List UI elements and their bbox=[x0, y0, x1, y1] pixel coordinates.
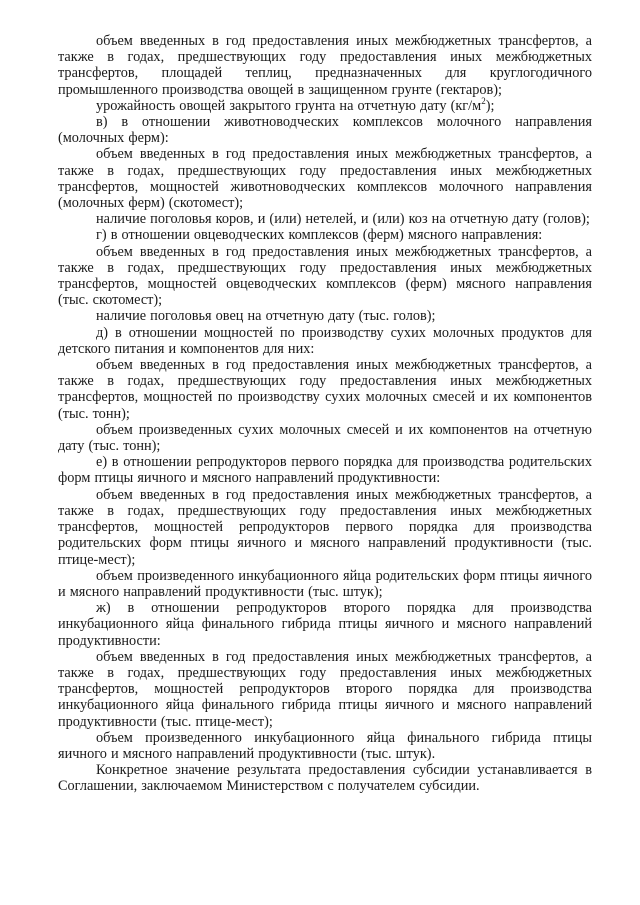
paragraph-dry-milk-output: объем произведенных сухих молочных смесей и их компонентов на отчетную дату (тыс. тонн); bbox=[58, 421, 592, 455]
superscript-squared: 2 bbox=[481, 96, 486, 107]
paragraph-result-value: Конкретное значение результата предоставления субсидии устанавливается в Соглашении, заключаемом Министерством с получателем субсидии. bbox=[58, 762, 592, 795]
paragraph-vegetable-yield bbox=[58, 98, 592, 114]
paragraph-dairy-volume: объем введенных в год предоставления иных межбюджетных трансфертов, а также в годах, предшествующих году предоставления иных межбюджетных трансфертов, мощностей животноводческих комплексов молочного направления (молочных ферм) (скотомест); bbox=[58, 146, 592, 212]
paragraph-second-order-eggs: объем произведенного инкубационного яйца финального гибрида птицы яичного и мясного направлений продуктивности (тыс. штук). bbox=[58, 729, 592, 762]
yield-text: урожайность овощей закрытого грунта на отчетную дату (кг/м bbox=[96, 97, 482, 114]
paragraph-dry-milk-heading: д) в отношении мощностей по производству сухих молочных продуктов для детского питания и компонентов для них: bbox=[58, 324, 592, 357]
paragraph-cattle-count: наличие поголовья коров, и (или) нетелей, и (или) коз на отчетную дату (голов); bbox=[96, 211, 590, 228]
paragraph-sheep-volume: объем введенных в год предоставления иных межбюджетных трансфертов, а также в годах, предшествующих году предоставления иных межбюджетных трансфертов, мощностей овцеводческих комплексов (ферм) мясного направления (тыс. скотомест); bbox=[58, 243, 592, 309]
paragraph-greenhouse-volume: объем введенных в год предоставления иных межбюджетных трансфертов, а также в годах, предшествующих году предоставления иных межбюджетных трансфертов, площадей теплиц, предназначенных для круглогодичного промышленного производства овощей в защищенном грунте (гектаров); bbox=[58, 33, 592, 98]
paragraph-sheep-count: наличие поголовья овец на отчетную дату (тыс. голов); bbox=[96, 308, 436, 325]
paragraph-first-order-eggs: объем произведенного инкубационного яйца родительских форм птицы яичного и мясного направлений продуктивности (тыс. штук); bbox=[58, 567, 592, 600]
paragraph-sheep-heading: г) в отношении овцеводческих комплексов (ферм) мясного направления: bbox=[96, 227, 543, 244]
paragraph-first-order-heading: е) в отношении репродукторов первого порядка для производства родительских форм птицы яичного и мясного направлений продуктивности: bbox=[58, 454, 592, 487]
yield-suffix: ); bbox=[485, 97, 495, 114]
paragraph-second-order-volume: объем введенных в год предоставления иных межбюджетных трансфертов, а также в годах, предшествующих году предоставления иных межбюджетных трансфертов, мощностей репродукторов второго порядка для производства инкубационного яйца финального гибрида птицы яичного и мясного направлений продуктивности (тыс. птице-мест); bbox=[58, 648, 592, 730]
paragraph-dairy-heading: в) в отношении животноводческих комплексов молочного направления (молочных ферм): bbox=[58, 114, 592, 147]
paragraph-second-order-heading: ж) в отношении репродукторов второго порядка для производства инкубационного яйца финального гибрида птицы яичного и мясного направлений продуктивности: bbox=[58, 600, 592, 649]
paragraph-dry-milk-volume: объем введенных в год предоставления иных межбюджетных трансфертов, а также в годах, предшествующих году предоставления иных межбюджетных трансфертов, мощностей по производству сухих молочных смесей и их компонентов (тыс. тонн); bbox=[58, 357, 592, 422]
paragraph-first-order-volume: объем введенных в год предоставления иных межбюджетных трансфертов, а также в годах, предшествующих году предоставления иных межбюджетных трансфертов, мощностей репродукторов первого порядка для производства родительских форм птицы яичного и мясного направлений продуктивности (тыс. птице-мест); bbox=[58, 486, 592, 568]
